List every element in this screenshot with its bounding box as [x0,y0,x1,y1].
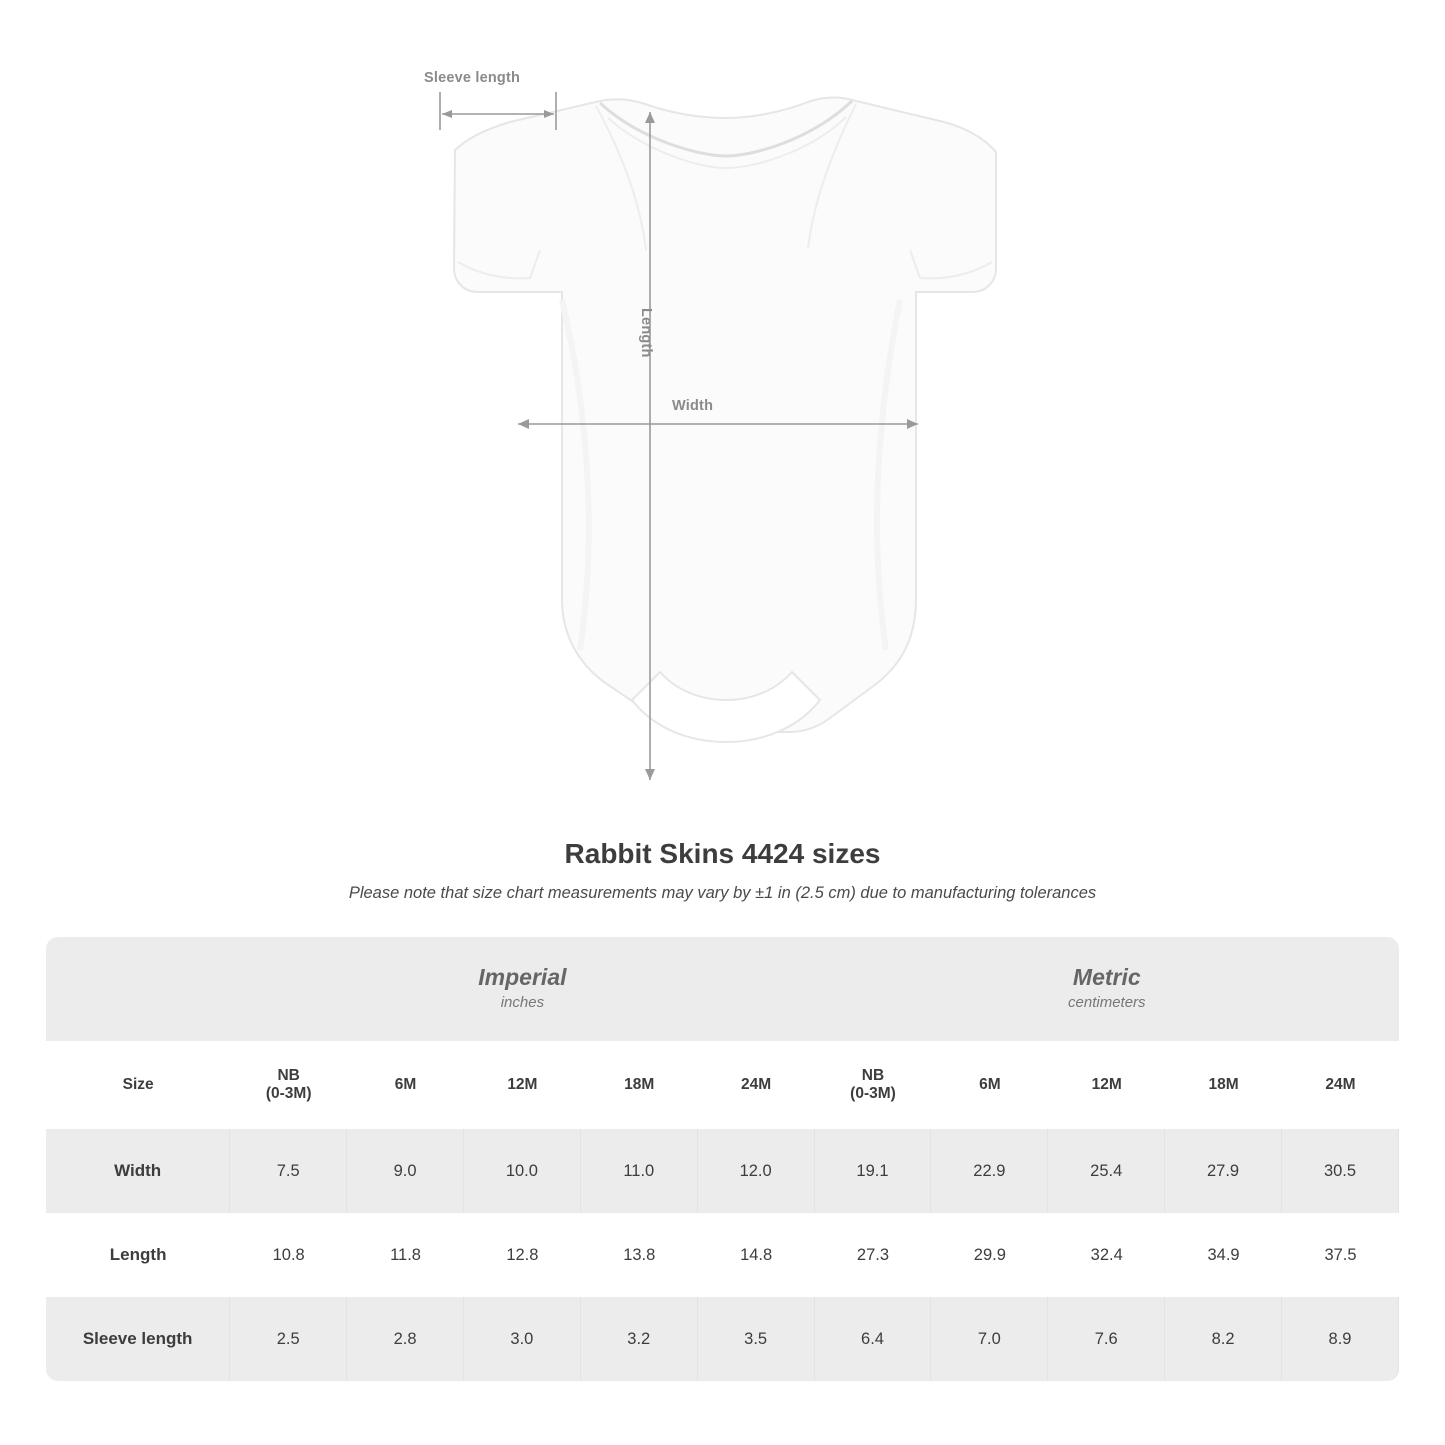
cell-sleeve-24m-cm: 8.9 [1282,1297,1399,1381]
row-label-sleeve-length: Sleeve length [46,1297,230,1381]
cell-sleeve-12m-cm: 7.6 [1048,1297,1165,1381]
cell-sleeve-nb-cm: 6.4 [815,1297,932,1381]
cell-length-24m-in: 14.8 [698,1213,815,1297]
header-size-nb-metric [815,1041,932,1129]
unit-group-metric [815,937,1399,1041]
header-size-sub: (0-3M) [850,1085,896,1102]
cell-length-18m-cm: 34.9 [1165,1213,1282,1297]
width-label: Width [672,398,714,414]
unit-group-imperial [230,937,814,1041]
page-title: Rabbit Skins 4424 sizes [564,838,881,869]
row-label-length: Length [46,1213,230,1297]
unit-group-metric-sub: centimeters [1068,994,1146,1012]
size-table [46,937,1399,1381]
cell-width-6m-in: 9.0 [347,1129,464,1213]
header-size-nb-imperial [230,1041,347,1129]
cell-width-24m-cm: 30.5 [1282,1129,1399,1213]
tolerance-note: Please note that size chart measurements may vary by ±1 in (2.5 cm) due to manufacturing tolerances [348,884,1097,902]
unit-group-imperial-sub: inches [500,994,545,1012]
cell-width-nb-cm: 19.1 [815,1129,932,1213]
cell-width-nb-in: 7.5 [230,1129,347,1213]
header-size: Size [46,1041,230,1129]
cell-width-6m-cm: 22.9 [931,1129,1048,1213]
unit-group-spacer [46,937,230,1041]
header-size-12m-imperial: 12M [464,1041,581,1129]
header-size-24m-imperial: 24M [698,1041,815,1129]
cell-width-24m-in: 12.0 [698,1129,815,1213]
cell-width-12m-in: 10.0 [464,1129,581,1213]
cell-width-12m-cm: 25.4 [1048,1129,1165,1213]
cell-sleeve-24m-in: 3.5 [698,1297,815,1381]
sleeve-length-label: Sleeve length [424,70,521,86]
header-size-24m-metric: 24M [1282,1041,1399,1129]
unit-group-imperial-name: Imperial [478,964,567,991]
cell-length-nb-in: 10.8 [230,1213,347,1297]
size-header-row [46,1041,1399,1129]
cell-length-nb-cm: 27.3 [815,1213,932,1297]
cell-width-18m-cm: 27.9 [1165,1129,1282,1213]
header-size-6m-metric: 6M [931,1041,1048,1129]
header-size-18m-imperial: 18M [581,1041,698,1129]
cell-length-12m-cm: 32.4 [1048,1213,1165,1297]
table-row [46,1297,1399,1381]
header-size-12m-metric: 12M [1048,1041,1165,1129]
row-label-width: Width [46,1129,230,1213]
length-label: Length [638,308,654,358]
cell-sleeve-6m-in: 2.8 [347,1297,464,1381]
table-row [46,1129,1399,1213]
size-table-wrap [46,937,1399,1381]
cell-sleeve-6m-cm: 7.0 [931,1297,1048,1381]
header-size-6m-imperial: 6M [347,1041,464,1129]
cell-sleeve-nb-in: 2.5 [230,1297,347,1381]
cell-length-12m-in: 12.8 [464,1213,581,1297]
header-size-main: NB [861,1067,885,1084]
unit-group-metric-name: Metric [1072,964,1141,991]
onesie-shape [454,98,996,742]
unit-group-row [46,937,1399,1041]
cell-sleeve-12m-in: 3.0 [464,1297,581,1381]
cell-sleeve-18m-in: 3.2 [581,1297,698,1381]
cell-sleeve-18m-cm: 8.2 [1165,1297,1282,1381]
header-size-18m-metric: 18M [1165,1041,1282,1129]
table-row [46,1213,1399,1297]
header-size-main: NB [277,1067,300,1084]
cell-length-6m-in: 11.8 [347,1213,464,1297]
cell-length-24m-cm: 37.5 [1282,1213,1399,1297]
cell-width-18m-in: 11.0 [581,1129,698,1213]
title-block [0,838,1445,903]
header-size-sub: (0-3M) [265,1085,312,1102]
cell-length-6m-cm: 29.9 [931,1213,1048,1297]
cell-length-18m-in: 13.8 [581,1213,698,1297]
